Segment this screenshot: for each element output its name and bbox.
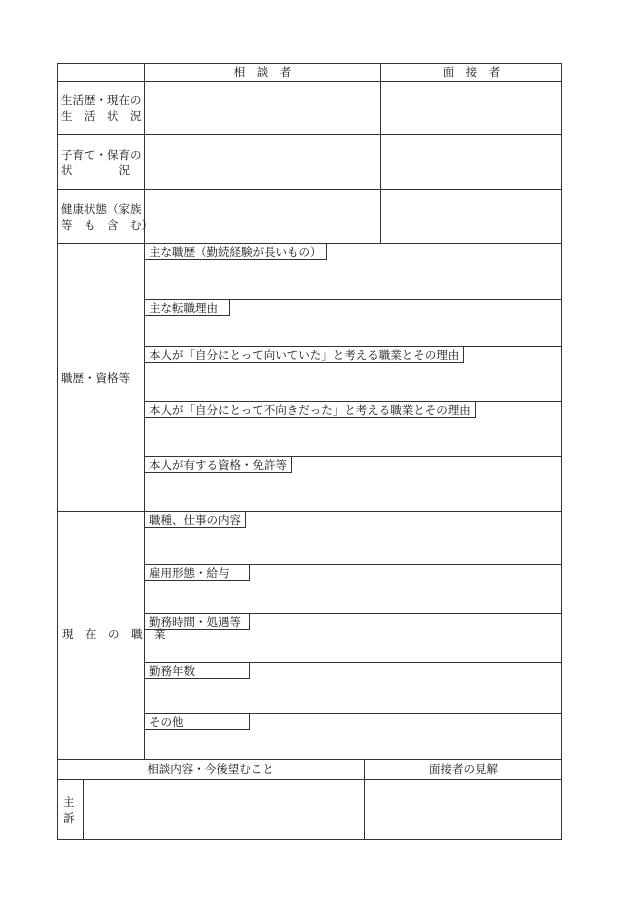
- job-type-field[interactable]: [145, 529, 562, 564]
- row-divider: [57, 511, 562, 512]
- career-main-history-field[interactable]: [145, 261, 562, 299]
- current-job-heading: 現 在 の 職 業: [62, 627, 166, 641]
- life-history-label-1: 生活歴・現在の: [61, 93, 142, 107]
- health-label-2: 等 も 含 む）: [61, 218, 153, 232]
- career-item-label: 主な転職理由: [145, 300, 230, 316]
- complaint-field[interactable]: [84, 780, 364, 840]
- interviewer-opinion-field[interactable]: [365, 780, 562, 840]
- row-divider: [57, 759, 562, 760]
- career-item-label: 本人が「自分にとって不向きだった」と考える職業とその理由: [145, 402, 476, 418]
- interviewer-header: 面 接 者: [442, 65, 501, 79]
- years-employed-field[interactable]: [145, 680, 562, 713]
- career-item-label: 本人が「自分にとって向いていた」と考える職業とその理由: [145, 347, 464, 363]
- childcare-consultant-field[interactable]: [145, 135, 380, 189]
- current-job-item-label: 勤務時間・処遇等: [145, 614, 250, 630]
- career-heading: 職歴・資格等: [61, 371, 130, 385]
- life-history-interviewer-field[interactable]: [381, 82, 562, 134]
- work-hours-field[interactable]: [145, 631, 562, 662]
- career-unsuited-field[interactable]: [145, 419, 562, 456]
- life-history-label-2: 生 活 状 況: [61, 109, 142, 123]
- current-job-item-label: 職種、仕事の内容: [145, 512, 246, 528]
- consultant-header: 相 談 者: [233, 65, 292, 79]
- health-consultant-field[interactable]: [145, 190, 380, 243]
- health-interviewer-field[interactable]: [381, 190, 562, 243]
- career-item-label: 本人が有する資格・免許等: [145, 457, 292, 473]
- health-label-1: 健康状態（家族: [61, 202, 142, 216]
- career-item-label: 主な職歴（勤続経験が長いもの）: [145, 244, 327, 260]
- childcare-label-2: 状 況: [61, 163, 130, 177]
- career-suited-field[interactable]: [145, 364, 562, 401]
- interviewer-opinion-header: 面接者の見解: [429, 762, 498, 776]
- complaint-label-2: 訴: [63, 811, 75, 825]
- employment-type-field[interactable]: [145, 582, 562, 613]
- other-field[interactable]: [145, 731, 562, 759]
- childcare-interviewer-field[interactable]: [381, 135, 562, 189]
- career-change-reason-field[interactable]: [145, 317, 562, 346]
- current-job-item-label: その他: [145, 714, 250, 730]
- current-job-item-label: 雇用形態・給与: [145, 565, 250, 581]
- complaint-label-1: 主: [63, 795, 75, 809]
- childcare-label-1: 子育て・保育の: [61, 148, 142, 162]
- consult-content-header: 相談内容・今後望むこと: [147, 762, 274, 776]
- life-history-consultant-field[interactable]: [145, 82, 380, 134]
- career-qualifications-field[interactable]: [145, 474, 562, 511]
- current-job-item-label: 勤務年数: [145, 663, 250, 679]
